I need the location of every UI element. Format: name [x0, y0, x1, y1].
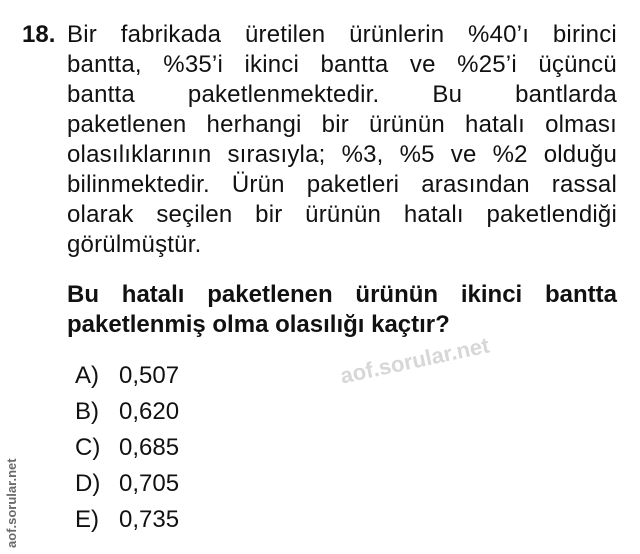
stem-word: ikinci: [244, 51, 300, 78]
stem-line: [67, 230, 617, 260]
stem-word: ve: [450, 141, 477, 168]
stem-word: arasından: [421, 171, 530, 198]
stem-word: paketleri: [306, 171, 400, 198]
stem-word: %35’i: [163, 51, 223, 78]
question-prompt: [67, 280, 617, 340]
stem-word: fabrikada: [120, 21, 222, 48]
prompt-word: ürünün: [355, 281, 439, 308]
stem-word: ürünün: [305, 201, 382, 228]
option-d[interactable]: [75, 466, 375, 502]
stem-word: olarak: [67, 201, 134, 228]
stem-word: sırasıyla;: [227, 141, 326, 168]
stem-word: ürünlerin: [349, 21, 445, 48]
prompt-line: [67, 280, 617, 310]
stem-word: Ürün: [231, 171, 285, 198]
stem-word: paketlendiği: [486, 201, 617, 228]
option-b-value: 0,620: [119, 398, 180, 425]
stem-word: ve: [409, 51, 436, 78]
stem-word: paketlenen: [67, 111, 187, 138]
prompt-word: hatalı: [121, 281, 185, 308]
stem-word: bir: [255, 201, 283, 228]
stem-line: [67, 50, 617, 80]
stem-word: bilinmektedir.: [67, 171, 210, 198]
prompt-line: [67, 310, 617, 340]
question-stem: [67, 20, 617, 260]
stem-word: olduğu: [543, 141, 617, 168]
stem-line: [67, 80, 617, 110]
stem-word: %2: [492, 141, 528, 168]
watermark: aof.sorular.net: [338, 332, 492, 389]
option-b[interactable]: [75, 394, 375, 430]
stem-word: bantta: [67, 81, 135, 108]
stem-word: %5: [399, 141, 435, 168]
stem-word: herhangi: [206, 111, 302, 138]
stem-word: hatalı: [403, 201, 464, 228]
question-number: 18.: [22, 21, 56, 48]
prompt-word: ikinci: [460, 281, 523, 308]
option-c-value: 0,685: [119, 434, 180, 461]
option-b-letter: B): [75, 398, 99, 425]
stem-line: [67, 110, 617, 140]
prompt-word: paketlenmiş olma olasılığı kaçtır?: [67, 311, 450, 338]
stem-line: [67, 20, 617, 50]
stem-word: bantlarda: [515, 81, 617, 108]
stem-word: üçüncü: [538, 51, 617, 78]
prompt-word: bantta: [544, 281, 617, 308]
stem-word: %25’i: [457, 51, 517, 78]
option-c-letter: C): [75, 434, 101, 461]
stem-word: bantta,: [67, 51, 142, 78]
stem-word: paketlenmektedir.: [187, 81, 380, 108]
stem-word: olasılıklarının: [67, 141, 212, 168]
option-e-letter: E): [75, 506, 99, 533]
option-e[interactable]: [75, 502, 375, 538]
option-d-letter: D): [75, 470, 101, 497]
stem-word: seçilen: [156, 201, 233, 228]
prompt-word: Bu: [67, 281, 99, 308]
stem-line: [67, 140, 617, 170]
stem-line: [67, 200, 617, 230]
stem-word: %3,: [341, 141, 384, 168]
stem-word: bantta: [320, 51, 389, 78]
option-d-value: 0,705: [119, 470, 180, 497]
answer-options: [75, 358, 375, 538]
stem-word: ürünün: [369, 111, 445, 138]
option-e-value: 0,735: [119, 506, 180, 533]
stem-word: Bu: [432, 81, 463, 108]
option-a[interactable]: [75, 358, 375, 394]
prompt-word: paketlenen: [207, 281, 333, 308]
option-c[interactable]: [75, 430, 375, 466]
stem-word: görülmüştür.: [67, 231, 202, 258]
side-watermark: aof.sorular.net: [4, 458, 19, 548]
stem-line: [67, 170, 617, 200]
stem-word: olması: [545, 111, 617, 138]
stem-word: bir: [321, 111, 349, 138]
stem-word: Bir: [67, 21, 97, 48]
stem-word: üretilen: [245, 21, 326, 48]
stem-word: hatalı: [465, 111, 525, 138]
stem-word: birinci: [552, 21, 617, 48]
option-a-letter: A): [75, 362, 99, 389]
option-a-value: 0,507: [119, 362, 180, 389]
stem-word: rassal: [551, 171, 617, 198]
stem-word: %40’ı: [468, 21, 530, 48]
